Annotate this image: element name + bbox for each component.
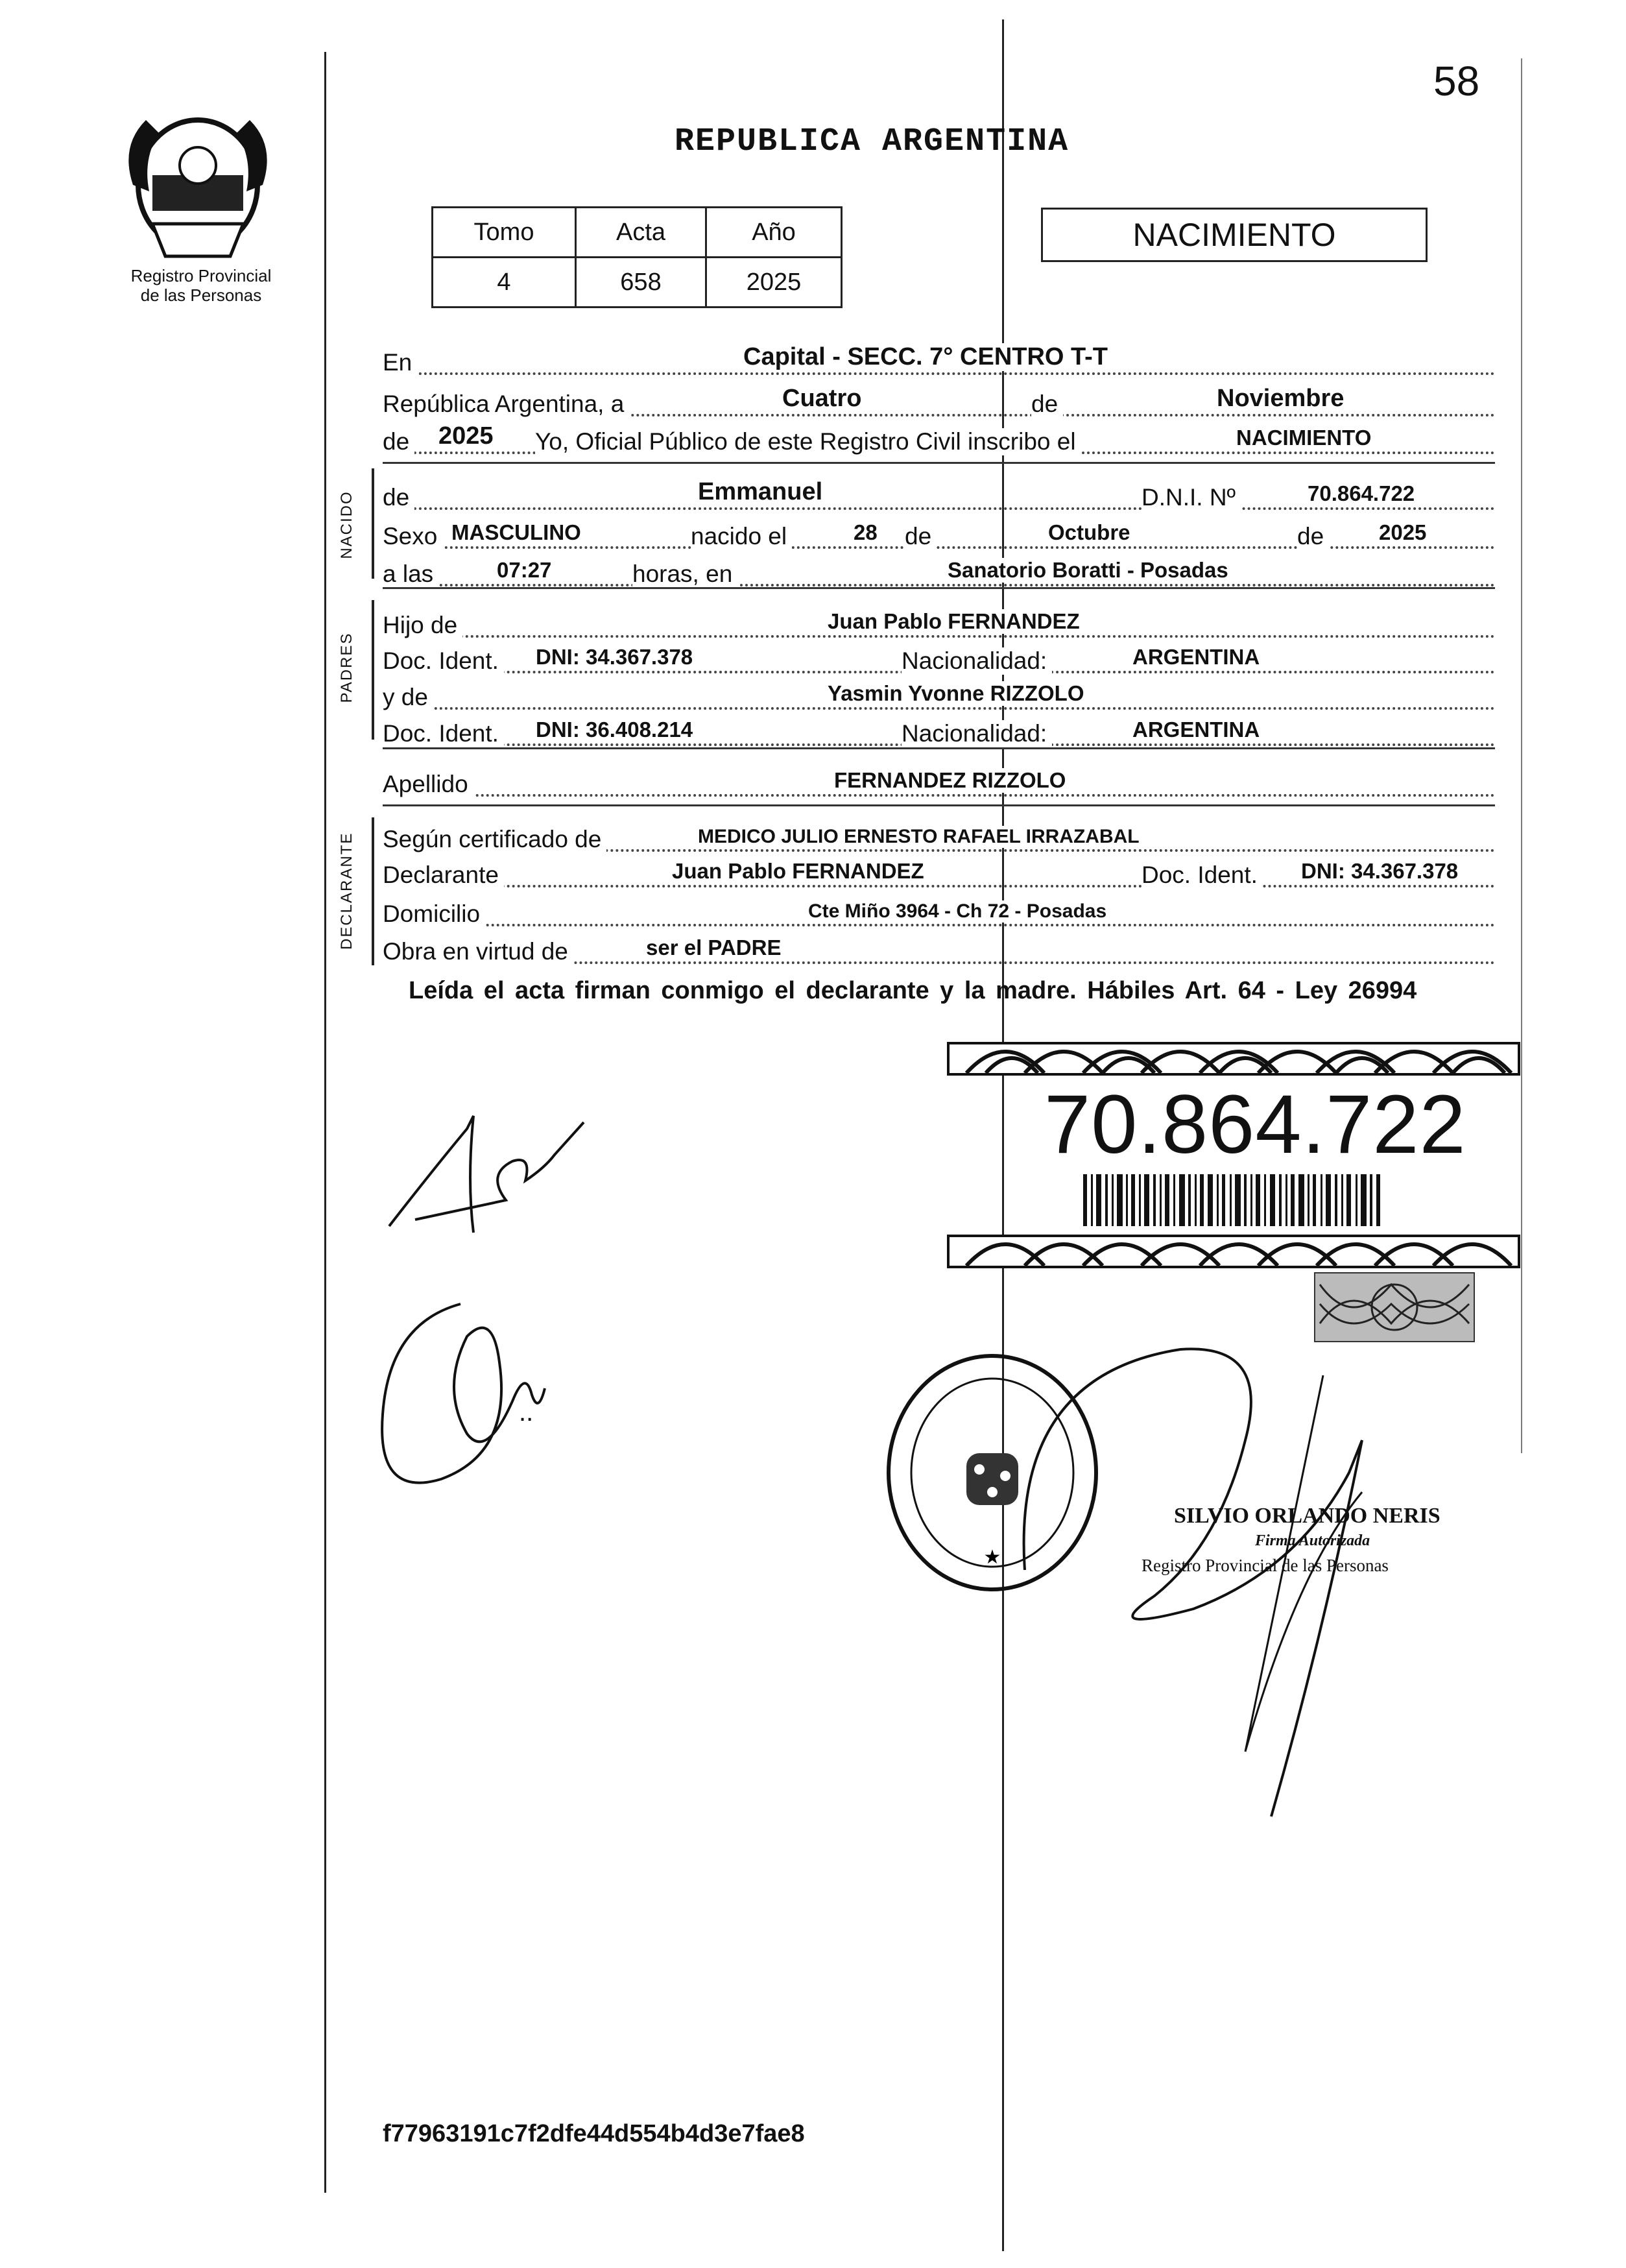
page-number: 58 (1433, 58, 1480, 104)
act-table (431, 206, 843, 308)
section-divider-2 (383, 587, 1495, 589)
signatory-role: Firma Autorizada (1255, 1532, 1370, 1549)
value-padre-doc: DNI: 34.367.378 (532, 645, 697, 670)
label-nacionalidad-madre: Nacionalidad: (902, 720, 1052, 747)
value-madre: Yasmin Yvonne RIZZOLO (824, 681, 1088, 706)
signatory-office: Registro Provincial de las Personas (1142, 1556, 1389, 1575)
label-sexo: Sexo (383, 523, 442, 550)
label-apellido: Apellido (383, 771, 473, 798)
label-hijo-de: Hijo de (383, 612, 462, 639)
anio-value: 2025 (706, 258, 842, 308)
label-de-nombre: de (383, 484, 414, 511)
row-domicilio (383, 889, 1495, 932)
label-doc-ident-madre: Doc. Ident. (383, 720, 504, 747)
value-lugar-nac: Sanatorio Boratti - Posadas (944, 558, 1232, 583)
value-anio: 2025 (435, 422, 497, 450)
value-certificado: MEDICO JULIO ERNESTO RAFAEL IRRAZABAL (694, 826, 1143, 848)
row-en (383, 337, 1495, 380)
registry-name-line1: Registro Provincial (130, 266, 272, 285)
label-nacido-el: nacido el (691, 523, 792, 550)
label-domicilio: Domicilio (383, 900, 485, 928)
value-dia-nac: 28 (850, 520, 881, 545)
dni-label-number: 70.864.722 (1044, 1078, 1466, 1171)
label-en: En (383, 349, 417, 376)
row-obra (383, 926, 1495, 969)
declarant-signature (376, 1103, 597, 1272)
tomo-header: Tomo (433, 208, 576, 258)
document-hash: f77963191c7f2dfe44d554b4d3e7fae8 (383, 2120, 805, 2147)
row-inscripcion (383, 416, 1495, 459)
label-de-mes-nac: de (905, 523, 937, 550)
side-label-padres: PADRES (338, 632, 355, 703)
label-republica: República Argentina, a (383, 391, 629, 418)
svg-text:★: ★ (983, 1547, 1001, 1568)
acta-header: Acta (576, 208, 706, 258)
registry-name (110, 266, 292, 305)
value-lugar: Capital - SECC. 7° CENTRO T-T (739, 343, 1112, 371)
nacido-bracket (372, 468, 374, 579)
value-dia: Cuatro (778, 385, 865, 413)
act-type-box: NACIMIENTO (1041, 208, 1428, 262)
acta-value: 658 (576, 258, 706, 308)
value-domicilio: Cte Miño 3964 - Ch 72 - Posadas (804, 900, 1110, 923)
row-apellido (383, 759, 1495, 802)
tomo-value: 4 (433, 258, 576, 308)
section-divider-3 (383, 747, 1495, 749)
barcode (1083, 1174, 1381, 1226)
provincial-coat-of-arms-logo (114, 107, 282, 269)
side-label-nacido: NACIDO (338, 490, 355, 559)
label-y-de: y de (383, 684, 433, 711)
row-declarante (383, 850, 1495, 893)
label-a-las: a las (383, 561, 438, 588)
value-declarante-doc: DNI: 34.367.378 (1297, 859, 1462, 884)
value-sexo: MASCULINO (448, 520, 585, 545)
label-doc-ident-declarante: Doc. Ident. (1142, 862, 1263, 889)
signatory-name: SILVIO ORLANDO NERIS (1174, 1504, 1441, 1528)
label-doc-ident-padre: Doc. Ident. (383, 647, 504, 675)
value-madre-nac: ARGENTINA (1129, 718, 1263, 742)
label-nacionalidad-padre: Nacionalidad: (902, 647, 1052, 675)
label-de-anio: de (383, 428, 414, 455)
anio-header: Año (706, 208, 842, 258)
label-de-anio-nac: de (1297, 523, 1329, 550)
svg-text:..: .. (519, 1398, 534, 1427)
value-padre: Juan Pablo FERNANDEZ (824, 609, 1084, 634)
label-yo-oficial: Yo, Oficial Público de este Registro Civil inscribo el (535, 428, 1081, 455)
value-declarante: Juan Pablo FERNANDEZ (668, 859, 928, 884)
registry-name-line2: de las Personas (140, 285, 262, 305)
value-padre-nac: ARGENTINA (1129, 645, 1263, 670)
value-apellido: FERNANDEZ RIZZOLO (830, 768, 1070, 793)
label-segun-certificado: Según certificado de (383, 826, 606, 853)
label-declarante: Declarante (383, 862, 504, 889)
section-divider-1 (383, 462, 1495, 464)
declarante-bracket (372, 817, 374, 965)
padres-bracket (372, 600, 374, 740)
country-title: REPUBLICA ARGENTINA (675, 123, 1070, 160)
value-nombre: Emmanuel (694, 478, 826, 506)
value-madre-doc: DNI: 36.408.214 (532, 718, 697, 742)
row-madre-doc (383, 708, 1495, 751)
side-label-declarante: DECLARANTE (338, 832, 355, 950)
security-band-top (947, 1030, 1524, 1077)
row-hora (383, 549, 1495, 592)
label-horas-en: horas, en (632, 561, 737, 588)
mother-signature (363, 1285, 558, 1518)
row-fecha (383, 379, 1495, 422)
closing-statement: Leída el acta firman conmigo el declarante y la madre. Hábiles Art. 64 - Ley 26994 (409, 977, 1417, 1004)
label-dni-no: D.N.I. Nº (1142, 484, 1241, 511)
row-nombre (383, 472, 1495, 515)
value-mes: Noviembre (1213, 385, 1348, 413)
value-mes-nac: Octubre (1044, 520, 1134, 545)
label-obra-en-virtud: Obra en virtud de (383, 938, 573, 965)
value-tipo-inscripcion: NACIMIENTO (1232, 426, 1375, 450)
value-obra-en-virtud: ser el PADRE (642, 935, 785, 960)
left-margin-line (324, 52, 326, 2193)
label-de-mes: de (1031, 391, 1063, 418)
value-dni: 70.864.722 (1304, 481, 1418, 506)
row-sexo (383, 511, 1495, 554)
value-hora: 07:27 (493, 558, 555, 583)
official-signature (999, 1246, 1492, 1829)
section-divider-4 (383, 804, 1495, 806)
value-anio-nac: 2025 (1375, 520, 1430, 545)
